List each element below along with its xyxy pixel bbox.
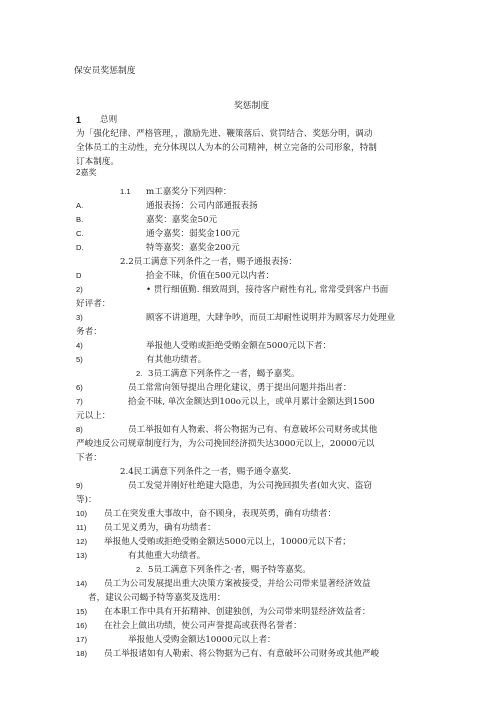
kind-label: D.: [76, 243, 84, 252]
item-wrap: 好评者：: [76, 299, 111, 309]
subsection-2-3-text: 3员工满意下列条件之一者，蝎予嘉奖。: [148, 369, 300, 379]
kind-text: 嘉奖：嘉奖金50元: [146, 215, 218, 225]
intro-line-3: 订本制度。: [76, 157, 119, 167]
subsection-1-1-number: 1.1: [120, 187, 131, 196]
item-wrap: 者，建议公司蝎予特等嘉奖及选用：: [88, 593, 226, 603]
item-label: 13): [76, 551, 87, 560]
item-text: • 贯行细值勤. 细致周到，接待客户耐性有礼, 常常受到客户书面: [146, 285, 389, 295]
item-text: 员工常常向领导提出合理化建议，勇于提出问题并指出者：: [128, 383, 352, 393]
item-text: 有其他重大功绩者。: [128, 551, 206, 561]
item-text: 员工在突发重大事故中，奋不顾身，表现英勇，确有功绩者：: [104, 509, 337, 519]
item-label: D: [76, 271, 82, 280]
item-text: 员工举报诸如有人勒索、将公物据为己有、有意破坏公司财务或其他严峻: [104, 649, 380, 659]
item-text: 举报他人受贿或拒绝受贿金额达5000元以上，10000元以下者；: [104, 537, 351, 547]
subsection-1-1-text: m工嘉奖分下列四种：: [146, 187, 232, 197]
item-text: 举报他人受购金额达10000元以上者：: [128, 635, 276, 645]
item-label: 18): [76, 649, 87, 658]
item-label: 5): [76, 355, 83, 364]
kind-label: B.: [76, 215, 84, 224]
kind-text: 特等嘉奖：嘉奖金200元: [146, 243, 240, 253]
item-label: 6): [76, 383, 83, 392]
section-1-number: 1: [76, 115, 82, 125]
item-label: 4): [76, 341, 83, 350]
item-label: 7): [76, 397, 83, 406]
item-wrap: 严峻违反公司规章制度行为，为公司挽回经济损失达3000元以上，20000元以: [76, 439, 375, 449]
item-label: 9): [76, 481, 83, 490]
subsection-2-3-number: 2.: [136, 369, 143, 378]
item-label: 15): [76, 607, 87, 616]
intro-line-1: 为「强化纪律、严格管理，，激励先进、鞭策落后、赏罚结合、奖惩分明，调动: [76, 129, 373, 139]
item-label: 14): [76, 579, 87, 588]
subsection-2-2: 2.2员工满意下列条件之一者，赐予通报表扬：: [120, 257, 297, 267]
item-label: 2): [76, 285, 83, 294]
kind-text: 通报表扬：公司内部通报表扬: [146, 201, 258, 211]
item-label: 16): [76, 621, 87, 630]
item-text: 顾客不讲道理，大肆争吵，而员工却耐性说明并为顾客尽力处理业: [146, 313, 396, 323]
item-label: 8): [76, 425, 83, 434]
section-2-heading: 2嘉奖: [76, 168, 97, 177]
item-wrap: 元以上：: [76, 411, 111, 421]
kind-text: 通令嘉奖：弱奖金100元: [146, 229, 240, 239]
item-label: 10): [76, 509, 87, 518]
kind-label: C.: [76, 229, 84, 238]
item-text: 员工发觉并刚好杜绝建大隐患，为公司挽回损失者(如火灾、盗窃: [128, 481, 372, 491]
item-text: 拾金不昧, 单次金额达到100o元以上，或单月累计金额达到1500: [128, 397, 375, 407]
item-text: 在本职工作中具有开拓精神、创建独创，为公司带来明显经济效益者：: [104, 607, 371, 617]
center-title: 奖惩制度: [234, 101, 270, 111]
item-text: 拾金不昧，价值在500元以内者：: [146, 271, 275, 281]
item-text: 举报他人受贿或拒绝受贿金额在5000元以下者：: [146, 341, 332, 351]
kind-label: A.: [76, 201, 84, 210]
intro-line-2: 全体员工的主动性，充分体现以人为本的公司精神，树立完备的公司形象，特制: [76, 143, 377, 153]
subsection-2-4: 2.4民工满意下列条件之一者，赐予通令嘉奖.: [120, 467, 292, 477]
section-1-heading: 总则: [100, 115, 118, 125]
item-text: 员工举报如有人物索、将公物据为己有、有意破坏公司财务或其他: [128, 425, 378, 435]
item-wrap: 等)：: [76, 495, 97, 505]
item-wrap: 务者：: [76, 327, 102, 337]
item-wrap: 下者：: [76, 453, 102, 463]
subsection-2-5-text: 5员工满意下列条件之·者，赐予特等嘉奖。: [148, 565, 311, 575]
item-text: 有其他功绩者。: [146, 355, 207, 365]
item-text: 员工见义勇为，确有功绩者：: [104, 523, 216, 533]
item-label: 17): [76, 635, 87, 644]
subsection-2-5-number: 2.: [136, 565, 143, 574]
item-label: 3): [76, 313, 83, 322]
document-title: 保安员奖惩制度: [74, 66, 136, 76]
item-label: 12): [76, 537, 87, 546]
item-label: 11): [76, 523, 87, 532]
item-text: 员工为公司发展提出重大决策方案被接受，并给公司带来显著经济效益: [104, 579, 371, 589]
item-text: 在社会上做出功绩，使公司声誉提高或获得名誉者：: [104, 621, 302, 631]
